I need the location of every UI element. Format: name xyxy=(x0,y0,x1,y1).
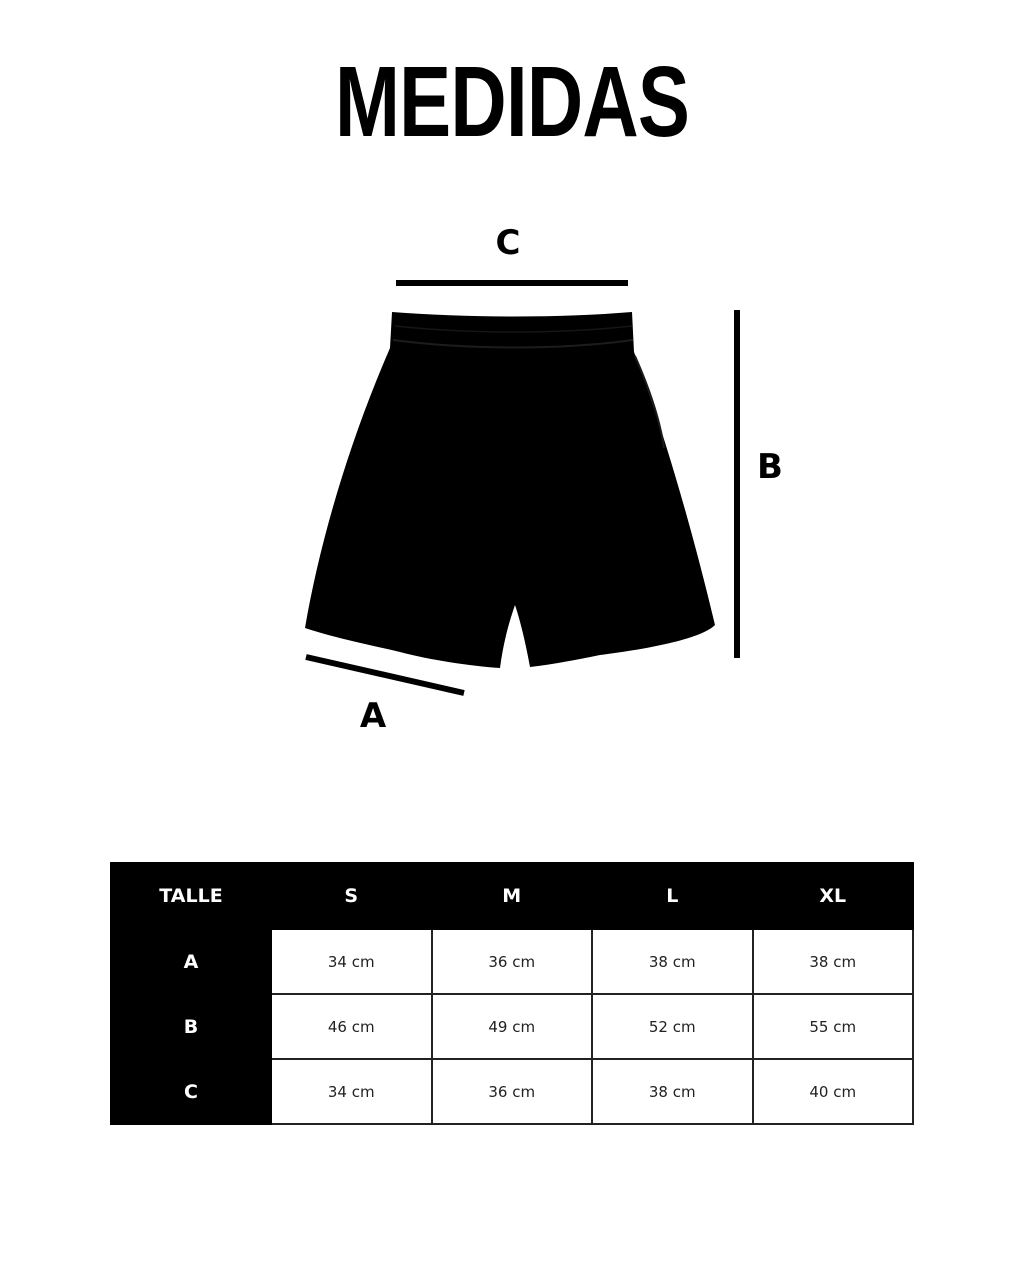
table-cell: 38 cm xyxy=(753,929,914,994)
table-cell: 55 cm xyxy=(753,994,914,1059)
table-cell: 46 cm xyxy=(271,994,432,1059)
table-row xyxy=(111,929,913,994)
shorts-illustration xyxy=(305,312,715,668)
header-size-xl: XL xyxy=(753,863,914,929)
size-table-header xyxy=(111,863,913,929)
table-cell: 38 cm xyxy=(592,929,753,994)
measure-line-a xyxy=(306,657,464,693)
shorts-body xyxy=(305,312,715,668)
table-row xyxy=(111,1059,913,1124)
row-label-b: B xyxy=(111,994,271,1059)
table-cell: 40 cm xyxy=(753,1059,914,1124)
row-label-a: A xyxy=(111,929,271,994)
row-label-c: C xyxy=(111,1059,271,1124)
table-cell: 34 cm xyxy=(271,929,432,994)
table-cell: 52 cm xyxy=(592,994,753,1059)
page-title-text: MEDIDAS xyxy=(334,46,690,158)
header-size-l: L xyxy=(592,863,753,929)
table-cell: 36 cm xyxy=(432,1059,593,1124)
size-table xyxy=(110,862,914,1125)
measure-label-b: B xyxy=(757,447,783,487)
table-cell: 34 cm xyxy=(271,1059,432,1124)
header-size-m: M xyxy=(432,863,593,929)
size-table-body xyxy=(111,929,913,1124)
table-cell: 36 cm xyxy=(432,929,593,994)
table-cell: 49 cm xyxy=(432,994,593,1059)
measure-label-c: C xyxy=(495,223,521,263)
table-row xyxy=(111,994,913,1059)
table-cell: 38 cm xyxy=(592,1059,753,1124)
header-talle: TALLE xyxy=(111,863,271,929)
header-size-s: S xyxy=(271,863,432,929)
measure-label-a: A xyxy=(359,696,387,736)
header-row xyxy=(111,863,913,929)
